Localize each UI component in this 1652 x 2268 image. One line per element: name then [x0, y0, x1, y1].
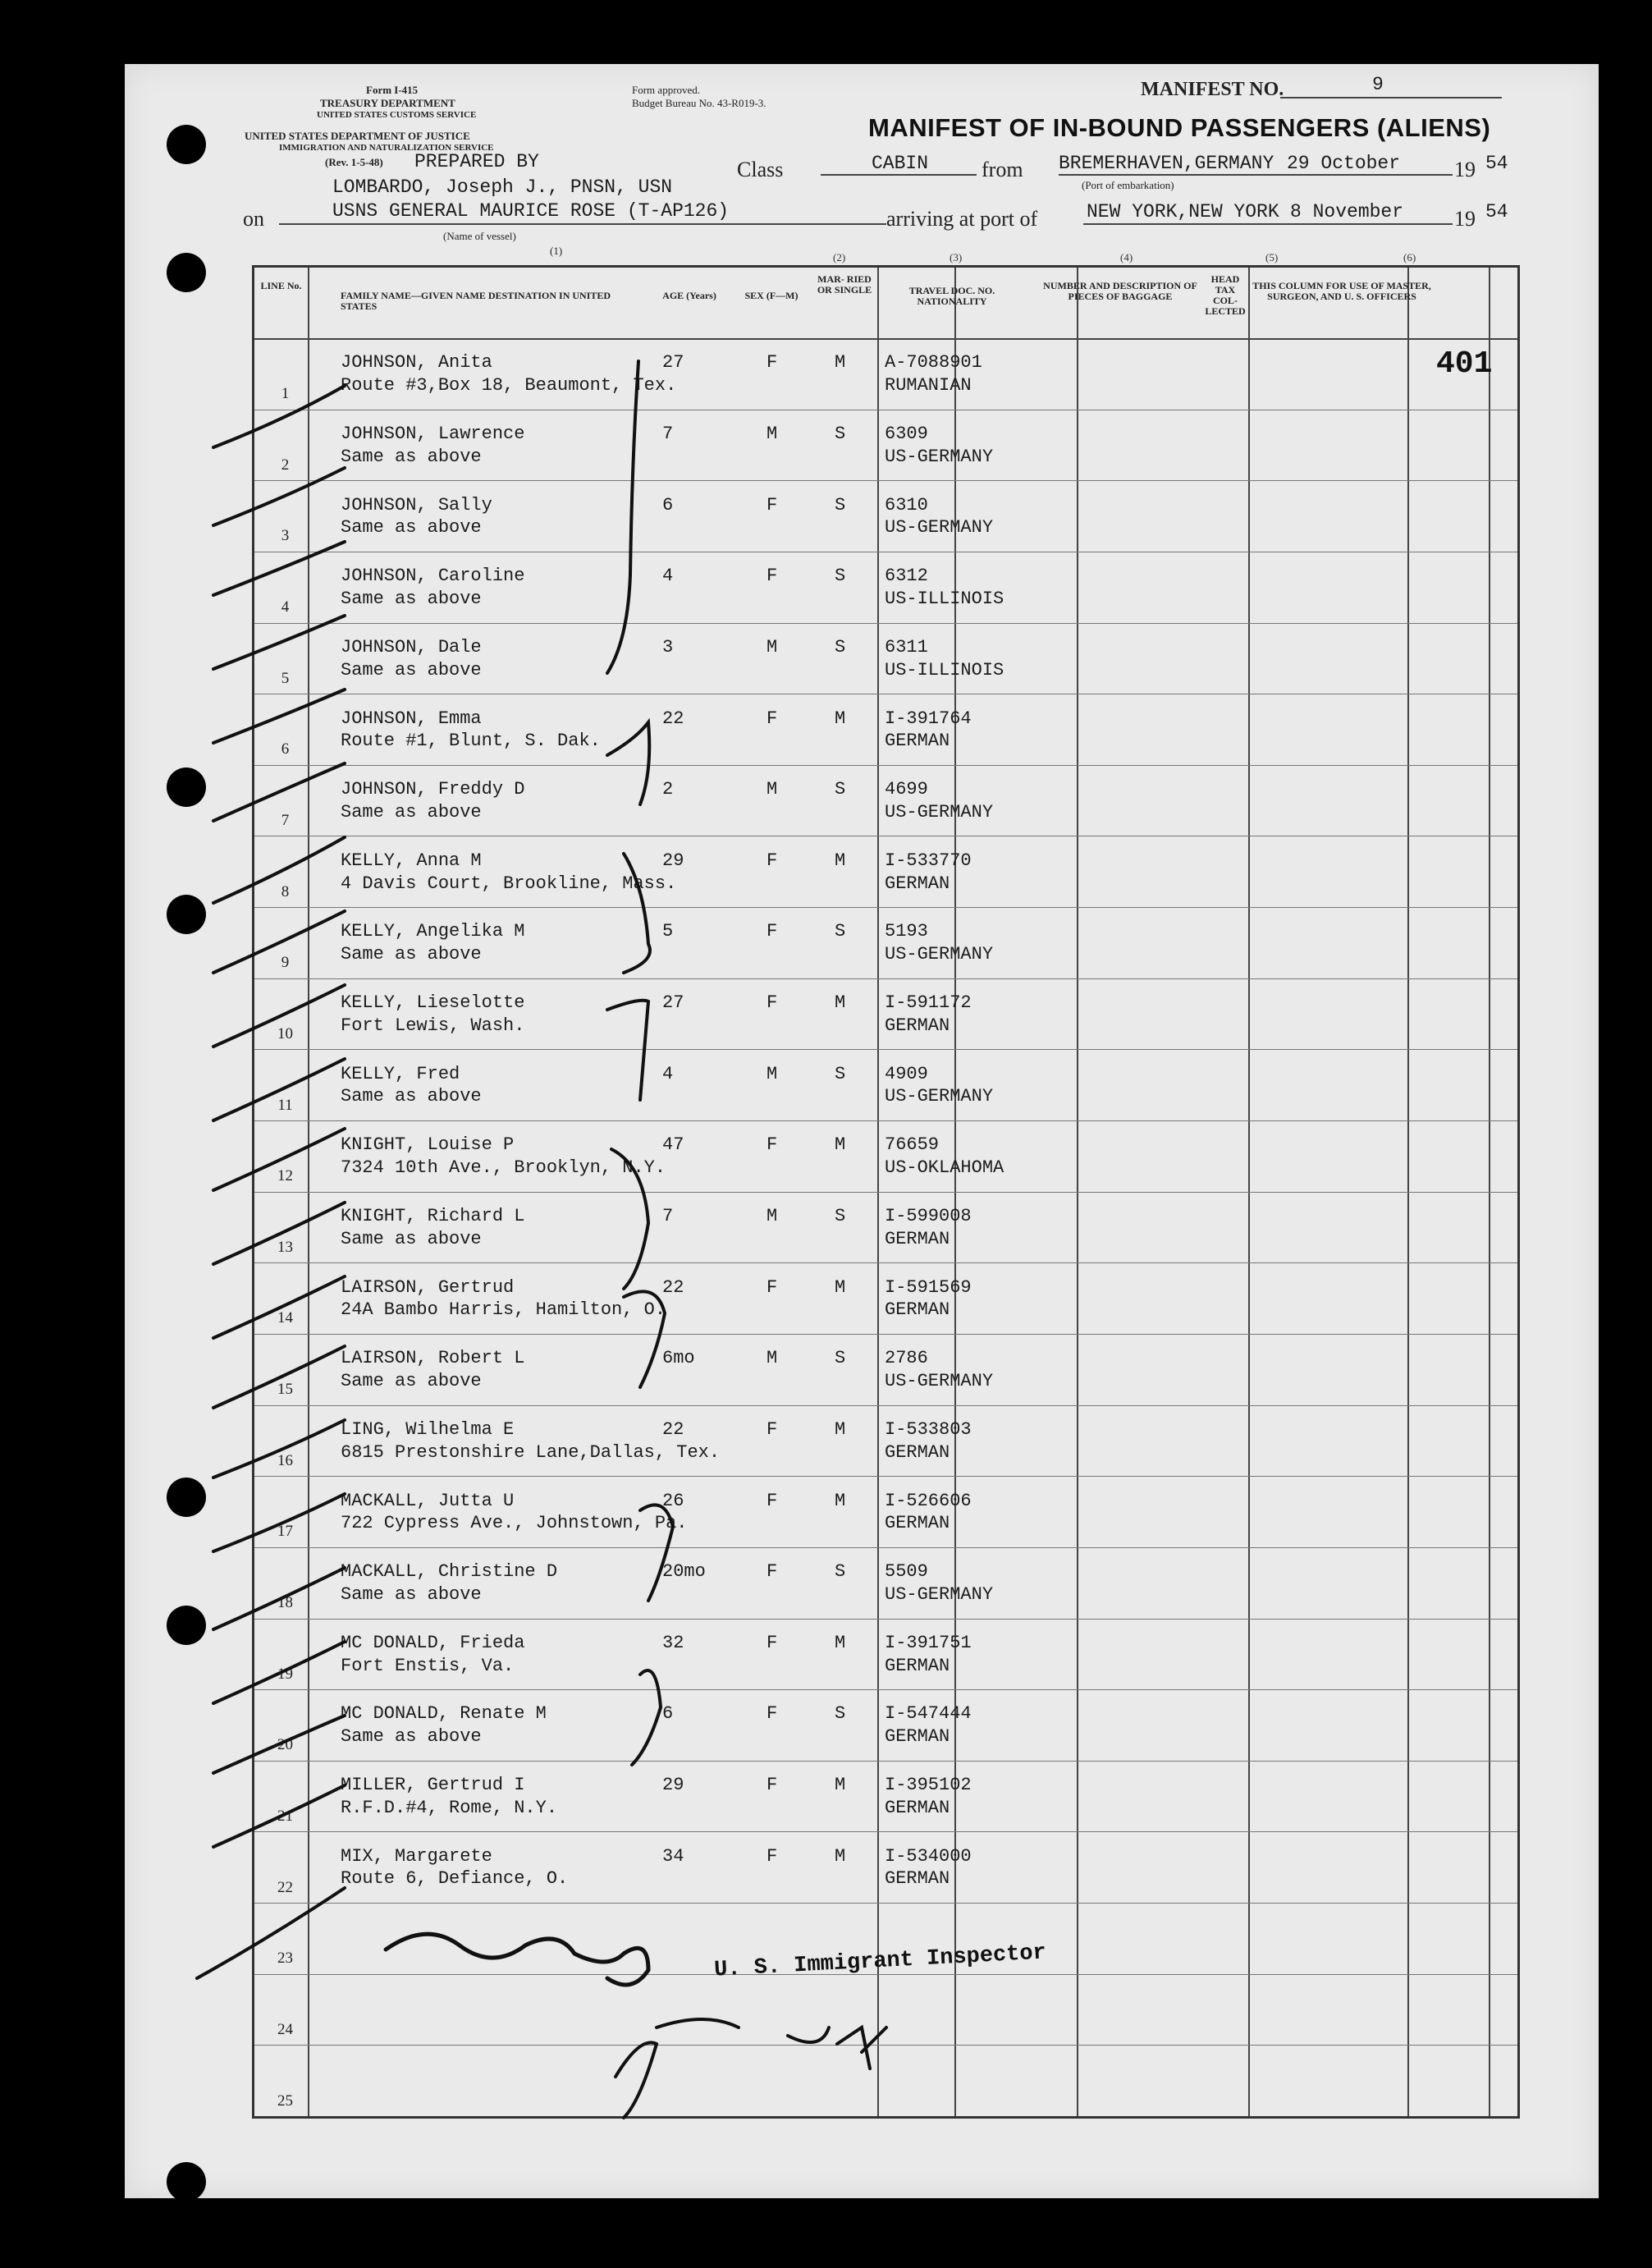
- travel-doc-number: I-395102: [885, 1775, 972, 1796]
- passenger-age: 47: [662, 1134, 684, 1156]
- nationality: GERMAN: [885, 1868, 950, 1890]
- form-approved: Form approved.: [632, 84, 701, 96]
- passenger-name: KELLY, Anna M: [341, 850, 482, 871]
- table-row: [254, 1405, 1517, 1477]
- embarkation-date: 29 October: [1287, 153, 1401, 174]
- passenger-sex: F: [767, 850, 778, 871]
- passenger-destination: 722 Cypress Ave., Johnstown, Pa.: [341, 1513, 688, 1534]
- binder-hole: [167, 895, 206, 934]
- passenger-sex: F: [767, 1775, 778, 1796]
- nationality: GERMAN: [885, 1228, 950, 1249]
- table-row: [254, 1974, 1517, 2046]
- passenger-age: 22: [662, 1276, 684, 1298]
- table-row: [254, 1476, 1517, 1547]
- table-row: [254, 1547, 1517, 1619]
- passenger-destination: Fort Enstis, Va.: [341, 1655, 515, 1676]
- passenger-marital-status: S: [835, 1561, 846, 1583]
- passenger-marital-status: M: [835, 1775, 846, 1796]
- travel-doc-number: 4699: [885, 779, 928, 800]
- passenger-marital-status: S: [835, 1348, 846, 1369]
- table-row: [254, 1619, 1517, 1690]
- passenger-marital-status: M: [835, 850, 846, 871]
- line-number: 5: [281, 669, 290, 687]
- passenger-destination: R.F.D.#4, Rome, N.Y.: [341, 1797, 558, 1818]
- passenger-destination: Same as above: [341, 801, 482, 822]
- table-row: [254, 978, 1517, 1050]
- line-number: 7: [281, 812, 290, 829]
- passenger-age: 20mo: [662, 1561, 706, 1583]
- preparer-name: LOMBARDO, Joseph J., PNSN, USN: [332, 176, 673, 198]
- travel-doc-number: I-534000: [885, 1845, 972, 1867]
- passenger-age: 3: [662, 636, 674, 657]
- passenger-age: 34: [662, 1845, 684, 1867]
- col-number-3: (3): [950, 251, 963, 263]
- officer-note: 401: [1436, 346, 1493, 382]
- passenger-marital-status: S: [835, 566, 846, 587]
- table-row: [254, 338, 1517, 410]
- travel-doc-number: I-591569: [885, 1276, 972, 1298]
- passenger-age: 29: [662, 1775, 684, 1796]
- passenger-name: LING, Wilhelma E: [341, 1418, 515, 1440]
- col-header-officers: THIS COLUMN FOR USE OF MASTER, SURGEON, AND U. S. OFFICERS: [1252, 280, 1431, 302]
- passenger-sex: F: [767, 1845, 778, 1867]
- travel-doc-number: I-526606: [885, 1490, 972, 1511]
- passenger-age: 6mo: [662, 1348, 695, 1369]
- passenger-sex: F: [767, 1134, 778, 1156]
- nationality: GERMAN: [885, 1797, 950, 1818]
- passenger-name: MACKALL, Christine D: [341, 1561, 558, 1583]
- travel-doc-number: 6311: [885, 636, 928, 657]
- passenger-marital-status: M: [835, 1134, 846, 1156]
- col-header-head-tax: HEAD TAX COL- LECTED: [1205, 273, 1246, 317]
- nationality: GERMAN: [885, 1726, 950, 1748]
- passenger-sex: F: [767, 566, 778, 587]
- passenger-sex: F: [767, 1703, 778, 1725]
- passenger-name: KELLY, Angelika M: [341, 921, 525, 942]
- passenger-name: JOHNSON, Emma: [341, 708, 482, 729]
- passenger-marital-status: M: [835, 1632, 846, 1653]
- line-number: 22: [277, 1878, 293, 1896]
- passenger-age: 6: [662, 494, 674, 515]
- passenger-sex: M: [767, 1205, 778, 1226]
- passenger-name: LAIRSON, Gertrud: [341, 1276, 515, 1298]
- budget-bureau: Budget Bureau No. 43-R019-3.: [632, 97, 767, 109]
- customs-service: UNITED STATES CUSTOMS SERVICE: [317, 110, 477, 120]
- line-number: 14: [277, 1309, 293, 1327]
- passenger-sex: F: [767, 494, 778, 515]
- passenger-name: KNIGHT, Louise P: [341, 1134, 515, 1156]
- binder-hole: [167, 1606, 206, 1645]
- binder-hole: [167, 2162, 206, 2202]
- table-row: [254, 552, 1517, 623]
- nationality: US-GERMANY: [885, 944, 994, 965]
- passenger-age: 32: [662, 1632, 684, 1653]
- line-number: 24: [277, 2020, 293, 2038]
- travel-doc-number: 4909: [885, 1063, 928, 1084]
- nationality: US-OKLAHOMA: [885, 1157, 1004, 1179]
- line-number: 3: [281, 527, 290, 545]
- table-row: [254, 2045, 1517, 2116]
- passenger-sex: F: [767, 992, 778, 1014]
- travel-doc-number: I-533770: [885, 850, 972, 871]
- nationality: US-GERMANY: [885, 1371, 994, 1391]
- binder-hole: [167, 767, 206, 807]
- passenger-marital-status: S: [835, 494, 846, 515]
- nationality: US-GERMANY: [885, 446, 994, 467]
- passenger-name: KELLY, Fred: [341, 1063, 460, 1084]
- binder-hole: [167, 1478, 206, 1517]
- arrival-year-prefix: 19: [1454, 207, 1476, 231]
- nationality: US-GERMANY: [885, 801, 994, 822]
- line-number: 19: [277, 1665, 293, 1683]
- passenger-destination: Same as above: [341, 1228, 482, 1249]
- passenger-age: 4: [662, 566, 674, 587]
- nationality: US-GERMANY: [885, 517, 994, 538]
- passenger-marital-status: M: [835, 1276, 846, 1298]
- passenger-age: 27: [662, 992, 684, 1014]
- passenger-name: JOHNSON, Freddy D: [341, 779, 525, 800]
- passenger-age: 6: [662, 1703, 674, 1725]
- line-number: 4: [281, 598, 290, 616]
- passenger-destination: Route #1, Blunt, S. Dak.: [341, 731, 601, 752]
- arrival-year: 54: [1485, 201, 1508, 222]
- passenger-name: MC DONALD, Renate M: [341, 1703, 547, 1725]
- passenger-destination: 6815 Prestonshire Lane,Dallas, Tex.: [341, 1441, 721, 1463]
- passenger-destination: Same as above: [341, 659, 482, 680]
- line-number: 9: [281, 954, 290, 972]
- passenger-marital-status: S: [835, 1205, 846, 1226]
- table-row: [254, 1192, 1517, 1263]
- manifest-no-value: 9: [1372, 74, 1384, 95]
- table-row: [254, 1334, 1517, 1405]
- passenger-sex: F: [767, 1276, 778, 1298]
- table-row: [254, 410, 1517, 481]
- passenger-marital-status: S: [835, 636, 846, 657]
- line-number: 2: [281, 456, 290, 474]
- nationality: RUMANIAN: [885, 375, 972, 396]
- arriving-label: arriving at port of: [886, 207, 1038, 231]
- table-row: [254, 1761, 1517, 1832]
- passenger-marital-status: M: [835, 1845, 846, 1867]
- table-row: [254, 694, 1517, 765]
- passenger-sex: F: [767, 1418, 778, 1440]
- travel-doc-number: I-391764: [885, 708, 972, 729]
- passenger-destination: Route #3,Box 18, Beaumont, Tex.: [341, 375, 677, 396]
- nationality: US-GERMANY: [885, 1086, 994, 1107]
- manifest-title: MANIFEST OF IN-BOUND PASSENGERS (ALIENS): [868, 113, 1491, 142]
- passenger-name: MIX, Margarete: [341, 1845, 492, 1867]
- travel-doc-number: 6310: [885, 494, 928, 515]
- passenger-destination: Same as above: [341, 1086, 482, 1107]
- col-header-baggage: NUMBER AND DESCRIPTION OF PIECES OF BAGGAGE: [1043, 280, 1197, 302]
- line-number: 11: [277, 1096, 293, 1114]
- table-row: [254, 907, 1517, 978]
- col-header-line-no: LINE No.: [260, 280, 302, 291]
- passenger-name: MC DONALD, Frieda: [341, 1632, 525, 1653]
- nationality: US-ILLINOIS: [885, 588, 1004, 609]
- travel-doc-number: 76659: [885, 1134, 940, 1156]
- passenger-destination: 7324 10th Ave., Brooklyn, N.Y.: [341, 1157, 666, 1179]
- passenger-marital-status: S: [835, 921, 846, 942]
- col-header-married: MAR- RIED OR SINGLE: [817, 273, 872, 296]
- passenger-sex: F: [767, 708, 778, 729]
- col-number-5: (5): [1265, 251, 1279, 263]
- class-label: Class: [737, 158, 784, 181]
- passenger-destination: Route 6, Defiance, O.: [341, 1868, 569, 1890]
- line-number: 25: [277, 2092, 293, 2110]
- passenger-marital-status: M: [835, 708, 846, 729]
- passenger-destination: Same as above: [341, 1583, 482, 1605]
- passenger-name: LAIRSON, Robert L: [341, 1348, 525, 1369]
- arrival-date: 8 November: [1290, 201, 1404, 222]
- line-number: 10: [277, 1024, 293, 1042]
- travel-doc-number: I-591172: [885, 992, 972, 1014]
- passenger-sex: M: [767, 423, 778, 444]
- line-number: 21: [277, 1807, 293, 1825]
- col-header-age: AGE (Years): [662, 290, 716, 301]
- passenger-sex: M: [767, 636, 778, 657]
- form-number: Form I-415: [366, 84, 419, 96]
- passenger-destination: Same as above: [341, 944, 482, 965]
- col-header-name: FAMILY NAME—GIVEN NAME DESTINATION IN UNITED STATES: [341, 290, 611, 312]
- line-number: 1: [281, 385, 290, 403]
- line-number: 23: [277, 1950, 293, 1968]
- passenger-marital-status: M: [835, 352, 846, 373]
- passenger-age: 2: [662, 779, 674, 800]
- passenger-age: 7: [662, 423, 674, 444]
- line-number: 8: [281, 882, 290, 900]
- prepared-by-label: PREPARED BY: [414, 151, 539, 172]
- passenger-sex: F: [767, 352, 778, 373]
- ins: IMMIGRATION AND NATURALIZATION SERVICE: [279, 143, 494, 153]
- passenger-destination: 4 Davis Court, Brookline, Mass.: [341, 873, 677, 894]
- passenger-age: 22: [662, 708, 684, 729]
- passenger-sex: M: [767, 1063, 778, 1084]
- inspector-stamp: U. S. Immigrant Inspector: [713, 1940, 1047, 1983]
- vessel-colnum: (1): [550, 245, 563, 257]
- travel-doc-number: I-391751: [885, 1632, 972, 1653]
- revision: (Rev. 1-5-48): [325, 156, 383, 168]
- passenger-name: JOHNSON, Anita: [341, 352, 492, 373]
- travel-doc-number: 2786: [885, 1348, 928, 1369]
- col-number-6: (6): [1403, 251, 1416, 263]
- manifest-table: [252, 251, 1520, 2119]
- travel-doc-number: A-7088901: [885, 352, 982, 373]
- table-row: [254, 623, 1517, 694]
- line-number: 6: [281, 740, 290, 758]
- travel-doc-number: 6309: [885, 423, 928, 444]
- passenger-marital-status: S: [835, 1703, 846, 1725]
- travel-doc-number: 5509: [885, 1561, 928, 1583]
- passenger-destination: 24A Bambo Harris, Hamilton, O.: [341, 1299, 666, 1321]
- department-of-justice: UNITED STATES DEPARTMENT OF JUSTICE: [245, 130, 470, 142]
- embark-year-prefix: 19: [1454, 158, 1476, 181]
- passenger-destination: Fort Lewis, Wash.: [341, 1015, 525, 1036]
- passenger-name: MILLER, Gertrud I: [341, 1775, 525, 1796]
- line-number: 17: [277, 1523, 293, 1541]
- manifest-no-label: MANIFEST NO.: [1141, 79, 1284, 100]
- passenger-age: 7: [662, 1205, 674, 1226]
- passenger-destination: Same as above: [341, 1726, 482, 1748]
- passenger-marital-status: M: [835, 1490, 846, 1511]
- binder-hole: [167, 253, 206, 292]
- table-row: [254, 1831, 1517, 1903]
- col-header-travel-doc: TRAVEL DOC. NO. NATIONALITY: [908, 285, 995, 307]
- line-number: 18: [277, 1594, 293, 1612]
- passenger-sex: M: [767, 1348, 778, 1369]
- passenger-sex: M: [767, 779, 778, 800]
- col-number-2: (2): [833, 251, 846, 263]
- nationality: GERMAN: [885, 1441, 950, 1463]
- table-row: [254, 480, 1517, 552]
- nationality: US-ILLINOIS: [885, 659, 1004, 680]
- passenger-age: 5: [662, 921, 674, 942]
- table-row: [254, 1262, 1517, 1334]
- passenger-age: 27: [662, 352, 684, 373]
- binder-hole: [167, 125, 206, 164]
- class-value: CABIN: [872, 153, 929, 174]
- line-number: 12: [277, 1167, 293, 1185]
- treasury-department: TREASURY DEPARTMENT: [320, 97, 455, 109]
- passenger-age: 26: [662, 1490, 684, 1511]
- nationality: GERMAN: [885, 873, 950, 894]
- passenger-marital-status: S: [835, 1063, 846, 1084]
- passenger-name: JOHNSON, Caroline: [341, 566, 525, 587]
- passenger-sex: F: [767, 921, 778, 942]
- travel-doc-number: I-547444: [885, 1703, 972, 1725]
- passenger-destination: Same as above: [341, 1371, 482, 1391]
- vessel-caption: (Name of vessel): [443, 230, 516, 242]
- line-number: 20: [277, 1736, 293, 1754]
- passenger-name: KNIGHT, Richard L: [341, 1205, 525, 1226]
- nationality: GERMAN: [885, 1513, 950, 1534]
- travel-doc-number: I-533803: [885, 1418, 972, 1440]
- passenger-name: MACKALL, Jutta U: [341, 1490, 515, 1511]
- vessel-name: USNS GENERAL MAURICE ROSE (T-AP126): [332, 200, 730, 222]
- table-row: [254, 836, 1517, 907]
- col-header-sex: SEX (F—M): [744, 290, 799, 301]
- passenger-name: JOHNSON, Sally: [341, 494, 492, 515]
- passenger-sex: F: [767, 1632, 778, 1653]
- passenger-age: 29: [662, 850, 684, 871]
- nationality: US-GERMANY: [885, 1583, 994, 1605]
- travel-doc-number: 6312: [885, 566, 928, 587]
- port-of-embarkation: BREMERHAVEN,GERMANY: [1059, 153, 1274, 174]
- nationality: GERMAN: [885, 1655, 950, 1676]
- passenger-sex: F: [767, 1490, 778, 1511]
- col-number-4: (4): [1120, 251, 1133, 263]
- line-number: 15: [277, 1381, 293, 1399]
- passenger-marital-status: S: [835, 779, 846, 800]
- table-row: [254, 1049, 1517, 1120]
- table-row: [254, 1689, 1517, 1761]
- table-row: [254, 1120, 1517, 1192]
- passenger-name: JOHNSON, Lawrence: [341, 423, 525, 444]
- passenger-destination: Same as above: [341, 446, 482, 467]
- table-row: [254, 765, 1517, 836]
- passenger-marital-status: S: [835, 423, 846, 444]
- line-number: 13: [277, 1238, 293, 1256]
- passenger-name: KELLY, Lieselotte: [341, 992, 525, 1014]
- port-embarkation-caption: (Port of embarkation): [1082, 179, 1174, 191]
- passenger-sex: F: [767, 1561, 778, 1583]
- nationality: GERMAN: [885, 731, 950, 752]
- travel-doc-number: 5193: [885, 921, 928, 942]
- passenger-destination: Same as above: [341, 517, 482, 538]
- nationality: GERMAN: [885, 1015, 950, 1036]
- travel-doc-number: I-599008: [885, 1205, 972, 1226]
- passenger-marital-status: M: [835, 1418, 846, 1440]
- passenger-marital-status: M: [835, 992, 846, 1014]
- line-number: 16: [277, 1451, 293, 1469]
- passenger-name: JOHNSON, Dale: [341, 636, 482, 657]
- arrival-port: NEW YORK,NEW YORK: [1087, 201, 1279, 222]
- from-label: from: [982, 158, 1023, 181]
- embark-year: 54: [1485, 153, 1508, 174]
- nationality: GERMAN: [885, 1299, 950, 1321]
- passenger-age: 4: [662, 1063, 674, 1084]
- on-label: on: [243, 207, 264, 231]
- passenger-age: 22: [662, 1418, 684, 1440]
- passenger-destination: Same as above: [341, 588, 482, 609]
